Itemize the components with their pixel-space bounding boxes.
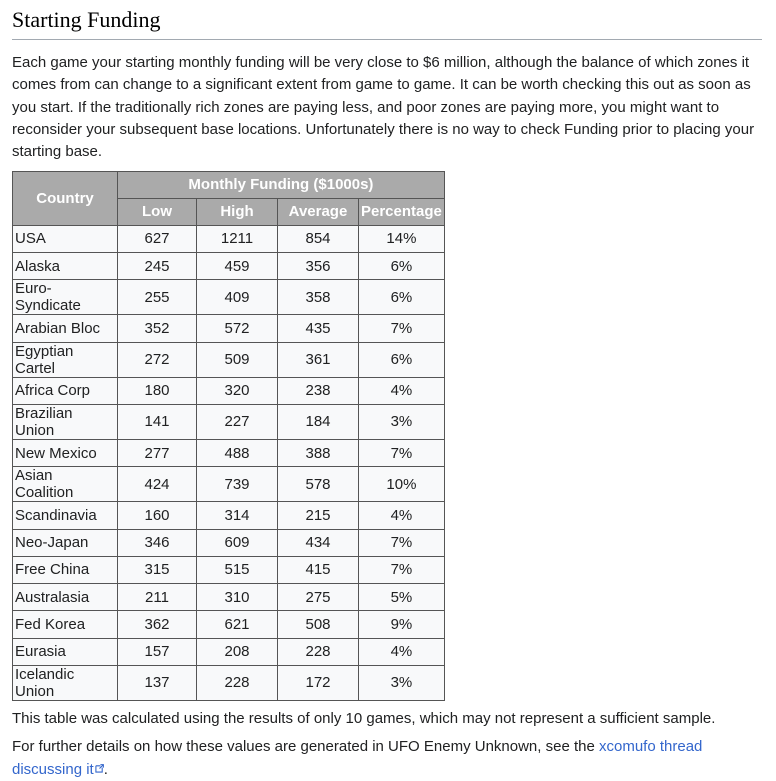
country-cell: Africa Corp bbox=[13, 377, 118, 404]
funding-table bbox=[12, 171, 445, 701]
high-cell: 609 bbox=[197, 529, 278, 556]
low-cell: 424 bbox=[118, 467, 197, 502]
percentage-header: Percentage bbox=[359, 198, 445, 225]
sample-note: This table was calculated using the results of only 10 games, which may not represent a sufficient sample. bbox=[12, 709, 716, 727]
average-cell: 238 bbox=[278, 377, 359, 404]
table-row bbox=[13, 529, 445, 556]
table-row bbox=[13, 467, 445, 502]
high-cell: 314 bbox=[197, 502, 278, 529]
percentage-cell: 7% bbox=[359, 556, 445, 583]
country-cell: USA bbox=[13, 225, 118, 252]
average-cell: 854 bbox=[278, 225, 359, 252]
low-cell: 315 bbox=[118, 556, 197, 583]
percentage-cell: 6% bbox=[359, 280, 445, 315]
percentage-cell: 6% bbox=[359, 253, 445, 280]
high-cell: 459 bbox=[197, 253, 278, 280]
high-cell: 739 bbox=[197, 467, 278, 502]
percentage-cell: 4% bbox=[359, 502, 445, 529]
average-cell: 356 bbox=[278, 253, 359, 280]
average-cell: 415 bbox=[278, 556, 359, 583]
low-cell: 272 bbox=[118, 342, 197, 377]
percentage-cell: 7% bbox=[359, 439, 445, 466]
table-row bbox=[13, 584, 445, 611]
external-link-icon bbox=[95, 764, 104, 773]
average-cell: 358 bbox=[278, 280, 359, 315]
percentage-cell: 9% bbox=[359, 611, 445, 638]
country-cell: Fed Korea bbox=[13, 611, 118, 638]
high-cell: 621 bbox=[197, 611, 278, 638]
table-row bbox=[13, 377, 445, 404]
details-suffix: . bbox=[103, 760, 108, 778]
percentage-cell: 3% bbox=[359, 404, 445, 439]
average-cell: 434 bbox=[278, 529, 359, 556]
average-cell: 508 bbox=[278, 611, 359, 638]
country-cell: Alaska bbox=[13, 253, 118, 280]
table-row bbox=[13, 638, 445, 665]
high-cell: 409 bbox=[197, 280, 278, 315]
table-row bbox=[13, 280, 445, 315]
average-header: Average bbox=[278, 198, 359, 225]
table-header-row bbox=[13, 171, 445, 198]
percentage-cell: 10% bbox=[359, 467, 445, 502]
country-cell: Brazilian Union bbox=[13, 404, 118, 439]
country-cell: Australasia bbox=[13, 584, 118, 611]
low-cell: 137 bbox=[118, 665, 197, 700]
country-cell: Asian Coalition bbox=[13, 467, 118, 502]
low-cell: 346 bbox=[118, 529, 197, 556]
low-cell: 245 bbox=[118, 253, 197, 280]
country-cell: Euro-Syndicate bbox=[13, 280, 118, 315]
high-cell: 227 bbox=[197, 404, 278, 439]
average-cell: 215 bbox=[278, 502, 359, 529]
high-cell: 310 bbox=[197, 584, 278, 611]
table-row bbox=[13, 611, 445, 638]
low-cell: 141 bbox=[118, 404, 197, 439]
country-cell: Icelandic Union bbox=[13, 665, 118, 700]
country-cell: Eurasia bbox=[13, 638, 118, 665]
high-cell: 320 bbox=[197, 377, 278, 404]
section-heading: Starting Funding bbox=[12, 5, 762, 40]
low-cell: 277 bbox=[118, 439, 197, 466]
average-cell: 228 bbox=[278, 638, 359, 665]
percentage-cell: 4% bbox=[359, 377, 445, 404]
low-cell: 211 bbox=[118, 584, 197, 611]
country-cell: Neo-Japan bbox=[13, 529, 118, 556]
table-row bbox=[13, 315, 445, 342]
high-cell: 509 bbox=[197, 342, 278, 377]
average-cell: 435 bbox=[278, 315, 359, 342]
average-cell: 184 bbox=[278, 404, 359, 439]
high-cell: 208 bbox=[197, 638, 278, 665]
percentage-cell: 7% bbox=[359, 315, 445, 342]
country-cell: Scandinavia bbox=[13, 502, 118, 529]
average-cell: 275 bbox=[278, 584, 359, 611]
country-header: Country bbox=[13, 171, 118, 225]
low-cell: 352 bbox=[118, 315, 197, 342]
average-cell: 172 bbox=[278, 665, 359, 700]
percentage-cell: 5% bbox=[359, 584, 445, 611]
table-row bbox=[13, 253, 445, 280]
low-cell: 255 bbox=[118, 280, 197, 315]
high-cell: 228 bbox=[197, 665, 278, 700]
details-prefix: For further details on how these values are generated in UFO Enemy Unknown, see the bbox=[12, 738, 599, 756]
xcomufo-thread-link-label: xcomufo thread discussing it bbox=[12, 738, 703, 778]
table-row bbox=[13, 439, 445, 466]
country-cell: New Mexico bbox=[13, 439, 118, 466]
percentage-cell: 3% bbox=[359, 665, 445, 700]
high-cell: 572 bbox=[197, 315, 278, 342]
low-cell: 160 bbox=[118, 502, 197, 529]
high-header: High bbox=[197, 198, 278, 225]
high-cell: 488 bbox=[197, 439, 278, 466]
table-row bbox=[13, 225, 445, 252]
intro-paragraph: Each game your starting monthly funding will be very close to $6 million, although the balance of which zones it comes from can change to a significant extent from game to game. It can be worth checking this out as soon as you start. If the traditionally rich zones are paying less, and poor zones are paying more, you might want to reconsider your subsequent base locations. Unfortunately there is no way to check Funding prior to placing your starting base. bbox=[12, 53, 755, 161]
low-cell: 180 bbox=[118, 377, 197, 404]
high-cell: 1211 bbox=[197, 225, 278, 252]
monthly-funding-header: Monthly Funding ($1000s) bbox=[118, 171, 445, 198]
table-body bbox=[13, 225, 445, 700]
low-header: Low bbox=[118, 198, 197, 225]
table-row bbox=[13, 404, 445, 439]
country-cell: Free China bbox=[13, 556, 118, 583]
country-cell: Arabian Bloc bbox=[13, 315, 118, 342]
table-row bbox=[13, 665, 445, 700]
high-cell: 515 bbox=[197, 556, 278, 583]
details-note bbox=[12, 736, 762, 781]
country-cell: Egyptian Cartel bbox=[13, 342, 118, 377]
percentage-cell: 7% bbox=[359, 529, 445, 556]
percentage-cell: 14% bbox=[359, 225, 445, 252]
table-row bbox=[13, 342, 445, 377]
table-row bbox=[13, 556, 445, 583]
table-row bbox=[13, 502, 445, 529]
average-cell: 361 bbox=[278, 342, 359, 377]
percentage-cell: 4% bbox=[359, 638, 445, 665]
low-cell: 157 bbox=[118, 638, 197, 665]
average-cell: 578 bbox=[278, 467, 359, 502]
low-cell: 362 bbox=[118, 611, 197, 638]
average-cell: 388 bbox=[278, 439, 359, 466]
low-cell: 627 bbox=[118, 225, 197, 252]
percentage-cell: 6% bbox=[359, 342, 445, 377]
